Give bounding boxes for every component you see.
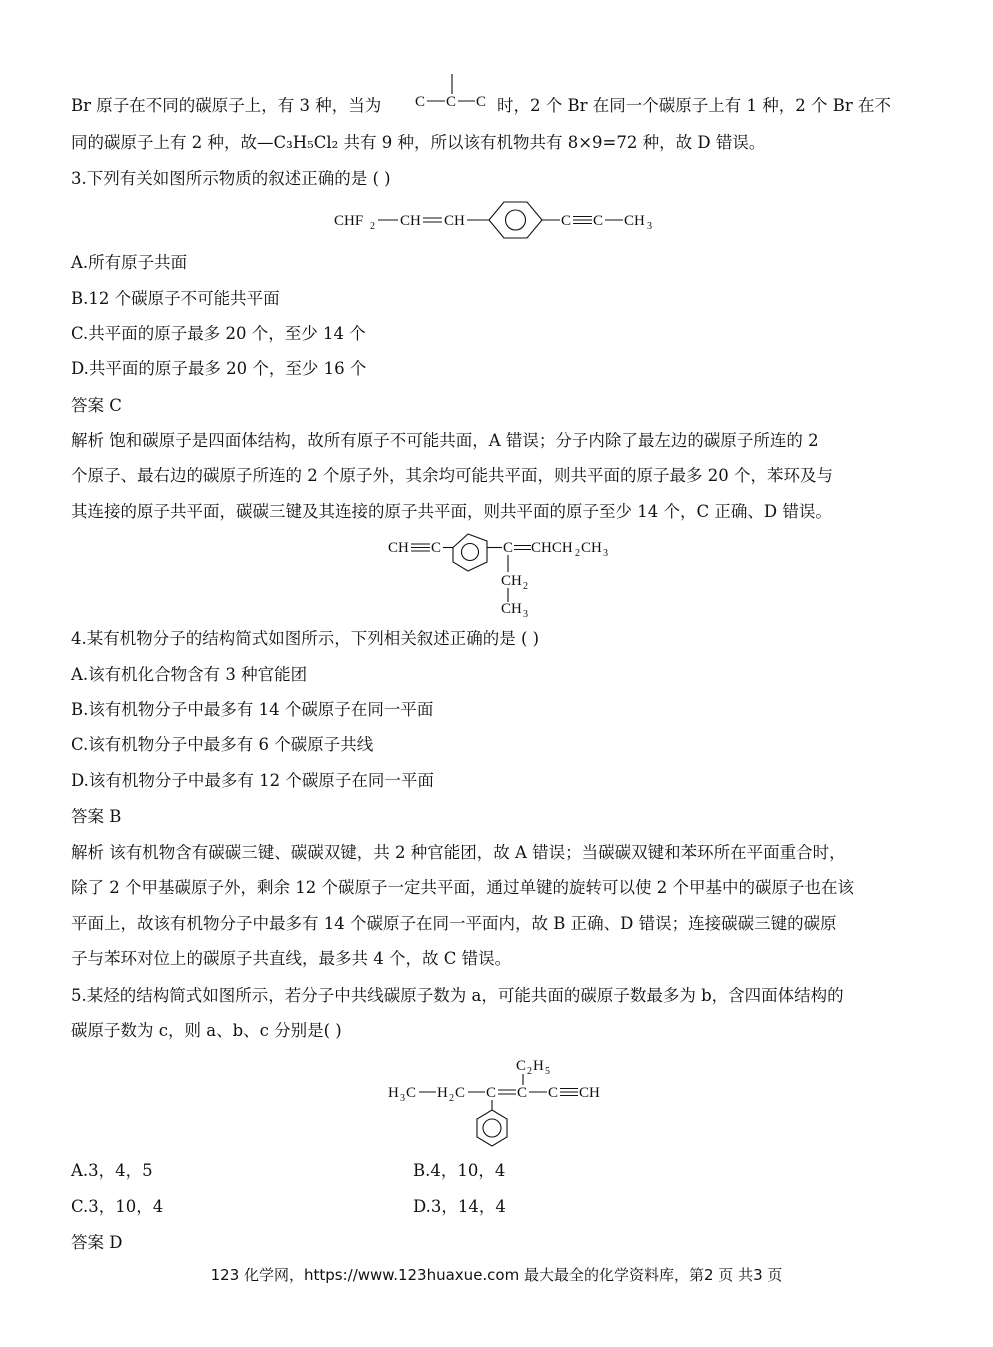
atom-c: C: [415, 94, 426, 110]
explanation-line: 解析 该有机物含有碳碳三键、碳碳双键，共 2 种官能团，故 A 错误；当碳碳双键和苯环所在平面重合时，: [71, 843, 846, 862]
question-5: 5.某烃的结构简式如图所示，若分子中共线碳原子数为 a，可能共面的碳原子数最多为 b，含四面体结构的: [71, 986, 844, 1005]
text-line-part: Br 原子在不同的碳原子上，有 3 种，当为: [71, 96, 382, 115]
atom-sub: 2: [527, 1066, 532, 1077]
option-d: D.3，14，4: [413, 1197, 506, 1216]
atom-sub: 2: [449, 1093, 454, 1104]
answer: 答案 D: [71, 1233, 123, 1252]
atom-sub: 3: [647, 221, 652, 232]
atom-label: CH: [624, 213, 645, 229]
answer: 答案 C: [71, 396, 122, 415]
atom-sub: 2: [370, 221, 375, 232]
option-c: C.3，10，4: [71, 1197, 164, 1216]
atom-h: H: [533, 1058, 544, 1074]
atom-sub: 3: [523, 609, 528, 620]
atom-sub: 3: [400, 1093, 405, 1104]
answer: 答案 B: [71, 807, 122, 826]
atom-sub: 3: [603, 548, 608, 559]
atom-label: CH: [501, 573, 522, 589]
explanation-line: 平面上，故该有机物分子中最多有 14 个碳原子在同一平面内，故 B 正确、D 错误；连接碳碳三键的碳原: [71, 914, 837, 933]
structure-q4: [388, 530, 618, 620]
atom-c: C: [593, 213, 604, 229]
atom-label: CH: [579, 1085, 600, 1101]
option-a: A.3，4，5: [71, 1161, 153, 1180]
explanation-line: 除了 2 个甲基碳原子外，剩余 12 个碳原子一定共平面，通过单键的旋转可以使 2 个甲基中的碳原子也在该: [71, 878, 854, 897]
page-footer: 123 化学网，https://www.123huaxue.com 最大最全的化学资料库，第2 页 共3 页: [210, 1266, 783, 1284]
question-3: 3.下列有关如图所示物质的叙述正确的是 ( ): [71, 169, 391, 188]
option-b: B.该有机物分子中最多有 14 个碳原子在同一平面: [71, 700, 434, 719]
atom-label: CHCH: [531, 540, 573, 556]
text-line: [497, 95, 891, 117]
question-5-cont: 碳原子数为 c，则 a、b、c 分别是( ): [71, 1021, 342, 1040]
explanation-line: 个原子、最右边的碳原子所连的 2 个原子外，其余均可能共平面，则共平面的原子最多 20 个，苯环及与: [71, 466, 833, 485]
option-b: B.12 个碳原子不可能共平面: [71, 289, 280, 308]
atom-h: H: [437, 1085, 448, 1101]
option-d: D.共平面的原子最多 20 个，至少 16 个: [71, 359, 367, 378]
atom-label: CH: [501, 601, 522, 617]
atom-c: C: [517, 1085, 528, 1101]
atom-label: CH: [444, 213, 465, 229]
atom-c: C: [516, 1058, 527, 1074]
atom-c: C: [548, 1085, 559, 1101]
atom-c: C: [561, 213, 572, 229]
atom-c: C: [486, 1085, 497, 1101]
atom-sub: 5: [545, 1066, 550, 1077]
option-a: A.该有机化合物含有 3 种官能团: [71, 665, 308, 684]
explanation-line: 子与苯环对位上的碳原子共直线，最多共 4 个，故 C 错误。: [71, 949, 512, 968]
atom-c: C: [446, 94, 457, 110]
option-c: C.该有机物分子中最多有 6 个碳原子共线: [71, 735, 374, 754]
text-line: 同的碳原子上有 2 种，故—C₃H₅Cl₂ 共有 9 种，所以该有机物共有 8×9=72 种，故 D 错误。: [71, 133, 766, 152]
text-line-part: 时，2 个 Br 在同一个碳原子上有 1 种，2 个 Br 在不: [497, 96, 891, 115]
option-a: A.所有原子共面: [71, 253, 188, 272]
atom-c: C: [476, 94, 487, 110]
atom-label: CH: [400, 213, 421, 229]
text-line: [71, 95, 381, 117]
option-b: B.4，10，4: [413, 1161, 506, 1180]
question-4: 4.某有机物分子的结构简式如图所示，下列相关叙述正确的是 ( ): [71, 629, 540, 648]
atom-label: CH: [581, 540, 602, 556]
explanation-line: 解析 饱和碳原子是四面体结构，故所有原子不可能共面，A 错误；分子内除了最左边的碳原子所连的 2: [71, 431, 819, 450]
atom-c: C: [431, 540, 442, 556]
atom-sub: 2: [523, 581, 528, 592]
option-d: D.该有机物分子中最多有 12 个碳原子在同一平面: [71, 771, 434, 790]
structure-q5: [388, 1052, 618, 1152]
explanation-line: 其连接的原子共平面，碳碳三键及其连接的原子共平面，则共平面的原子至少 14 个，C 正确、D 错误。: [71, 502, 832, 521]
atom-c: C: [406, 1085, 417, 1101]
option-c: C.共平面的原子最多 20 个，至少 14 个: [71, 324, 366, 343]
atom-c: C: [455, 1085, 466, 1101]
atom-sub: 2: [575, 548, 580, 559]
atom-label: CHF: [334, 213, 364, 229]
atom-label: CH: [388, 540, 409, 556]
atom-c: C: [503, 540, 514, 556]
structure-c3-branch: [412, 72, 492, 117]
atom-h: H: [388, 1085, 399, 1101]
structure-q3: [334, 196, 664, 244]
